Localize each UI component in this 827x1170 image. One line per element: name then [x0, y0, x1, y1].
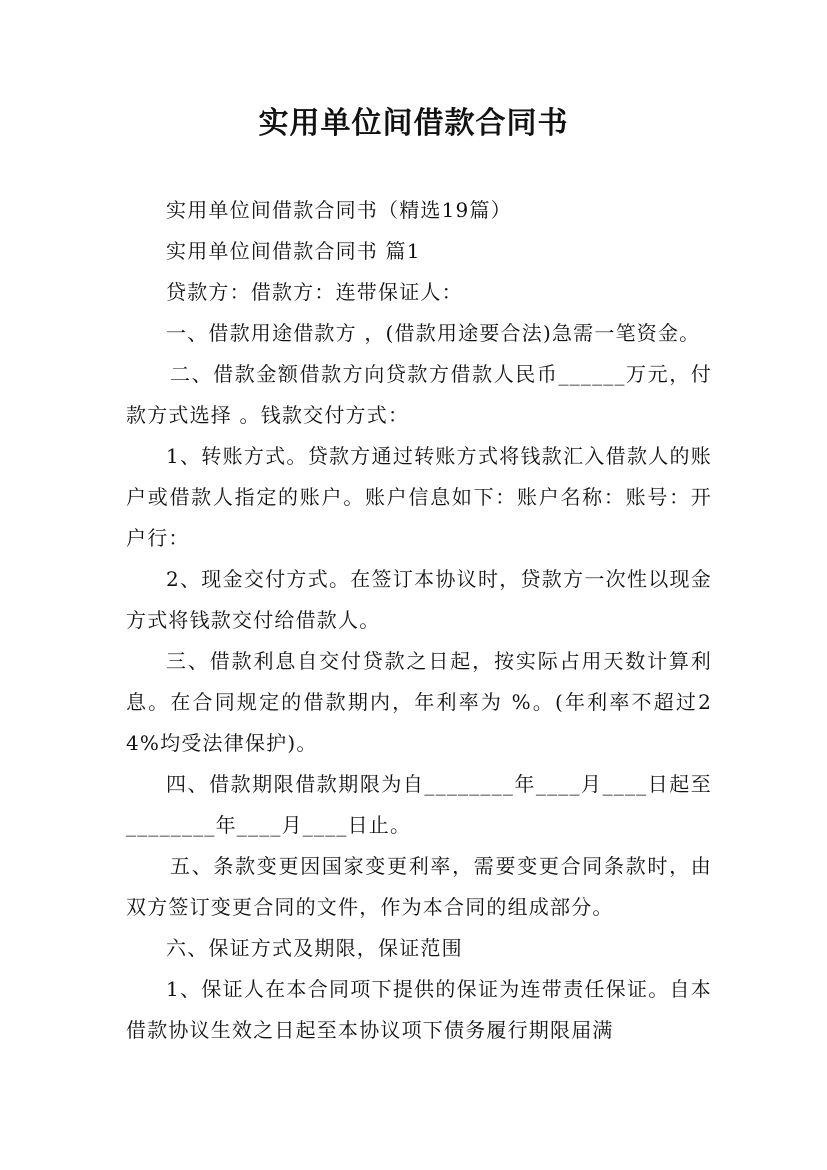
- paragraph-subtitle: 实用单位间借款合同书（精选19篇）: [166, 198, 512, 222]
- paragraph-guarantee-heading: 六、保证方式及期限，保证范围: [166, 936, 463, 960]
- document-title: 实用单位间借款合同书: [258, 106, 569, 141]
- paragraph-parties: 贷款方：借款方：连带保证人：: [166, 280, 463, 304]
- document-body: [126, 190, 712, 1051]
- paragraph-loan-purpose: 一、借款用途借款方 ，(借款用途要合法)急需一笔资金。: [166, 321, 701, 345]
- paragraph-interest: 三、借款利息自交付贷款之日起，按实际占用天数计算利息。在合同规定的借款期内，年利率为 %。(年利率不超过24%均受法律保护)。: [126, 649, 712, 755]
- paragraph-transfer-method: 1、转账方式。贷款方通过转账方式将钱款汇入借款人的账户或借款人指定的账户。账户信息如下：账户名称：账号：开户行：: [126, 444, 712, 550]
- paragraph-section-heading: 实用单位间借款合同书 篇1: [166, 239, 421, 263]
- paragraph-loan-term: 四、借款期限借款期限为自________年____月____日起至________年____月____日止。: [126, 772, 712, 837]
- paragraph-clause-change: 五、条款变更因国家变更利率，需要变更合同条款时，由双方签订变更合同的文件，作为本合同的组成部分。: [126, 854, 712, 919]
- paragraph-guarantee-type: 1、保证人在本合同项下提供的保证为连带责任保证。自本借款协议生效之日起至本协议项下债务履行期限届满: [126, 977, 712, 1042]
- paragraph-cash-method: 2、现金交付方式。在签订本协议时，贷款方一次性以现金方式将钱款交付给借款人。: [126, 567, 712, 632]
- paragraph-loan-amount: 二、借款金额借款方向贷款方借款人民币______万元，付款方式选择 。钱款交付方式：: [126, 362, 712, 427]
